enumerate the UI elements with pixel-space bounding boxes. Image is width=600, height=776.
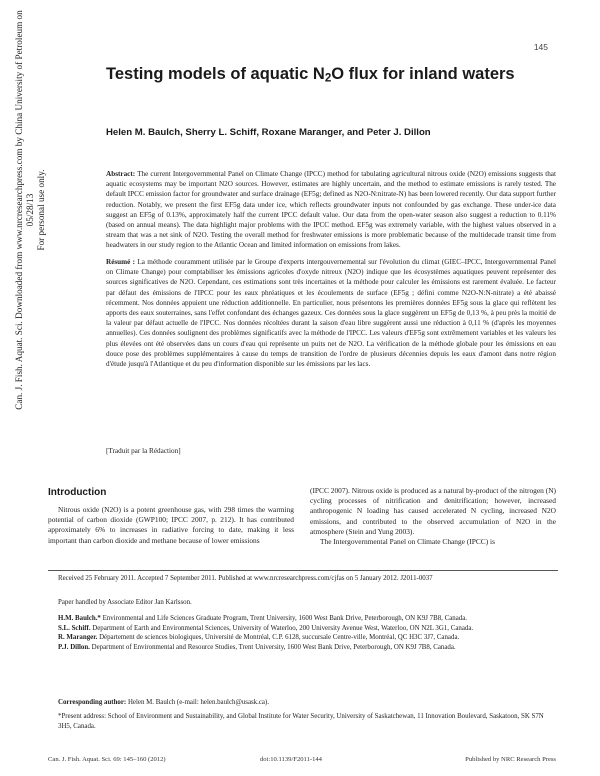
footnote-divider xyxy=(48,570,558,571)
abstract xyxy=(106,169,556,251)
affiliation-4 xyxy=(58,643,556,653)
publisher: Published by NRC Research Press xyxy=(465,756,556,763)
intro-right-para1: (IPCC 2007). Nitrous oxide is produced as a natural by-product of the nitrogen (N) cycling processes of nitrification and denitrification; however, increased anthropogenic N loading has caused accelerated N cycling, increased N2O emissions, and contributed to the observed accumulation of N2O in the atmosphere (Stein and Yung 2003). xyxy=(310,486,556,536)
download-notice-line1: Can. J. Fish. Aquat. Sci. Downloaded from www.nrcresearchpress.com by China University of Petroleum on 05/28/13 xyxy=(14,10,35,410)
title-subscript: 2 xyxy=(324,72,332,85)
resume xyxy=(106,257,556,369)
aff4-text: Department of Environmental and Resource Studies, Trent University, 1600 West Bank Drive, Peterborough, ON K9J 7B8, Canada. xyxy=(89,643,456,651)
intro-right-column xyxy=(310,486,556,547)
author-list: Helen M. Baulch, Sherry L. Schiff, Roxane Maranger, and Peter J. Dillon xyxy=(106,127,431,138)
handling-editor: Paper handled by Associate Editor Jan Karlsson. xyxy=(58,599,192,606)
aff2-text: Department of Earth and Environmental Sciences, University of Waterloo, 200 University Avenue West, Waterloo, ON N2L 3G1, Canada. xyxy=(90,624,474,632)
title-part1: Testing models of aquatic N xyxy=(106,65,325,83)
intro-left-column: Nitrous oxide (N2O) is a potent greenhouse gas, with 298 times the warming potential of carbon dioxide (GWP100; IPCC 2007, p. 212). It has contributed approximately 6% to increases in radiative forcing to date, making it less important than carbon dioxide and methane because of lower emissions xyxy=(48,505,294,545)
aff1-name: H.M. Baulch.* xyxy=(58,615,101,622)
received-dates: Received 25 February 2011. Accepted 7 September 2011. Published at www.nrcresearchpress.com/cjfas on 5 January 2012. J2011-0037 xyxy=(58,575,433,582)
translation-note: [Traduit par la Rédaction] xyxy=(106,447,181,455)
affiliation-1 xyxy=(58,614,556,624)
intro-right-para2: The Intergovernmental Panel on Climate Change (IPCC) is xyxy=(320,537,495,547)
download-notice-line2: For personal use only. xyxy=(36,169,46,251)
abstract-text: The current Intergovernmental Panel on Climate Change (IPCC) method for tabulating agricultural nitrous oxide (N2O) emissions suggests that aquatic ecosystems may be important N2O sources. However, estimates are highly uncertain, and the method to estimate emissions is rarely tested. The default IPCC emission factor for groundwater and surface drainage (EF5g; defined as N2O-N:nitrate-N) has been lowered recently. Our data support further reduction. Notably, we present the first EF5g data under ice, which reflects groundwater inputs not confounded by gas exchange. These under-ice data suggest an EF5g of 0.13%, approximately half the current IPCC default value. Our data from the open-water season also suggest a reduction to 0.11% (based on annual means). The data highlight major problems with the IPCC method. EF5g was extremely variable, with the highest values observed in a stream that was a net sink of N2O. Testing the overall method for freshwater emissions is more problematic because of the multidecade transit time from headwaters in our study region to the Atlantic Ocean and limited information on emissions from lakes. xyxy=(106,170,556,250)
resume-label: Résumé : xyxy=(106,258,136,266)
abstract-label: Abstract: xyxy=(106,170,136,178)
aff4-name: P.J. Dillon. xyxy=(58,643,90,651)
article-title xyxy=(106,64,526,84)
journal-citation: Can. J. Fish. Aquat. Sci. 69: 145–160 (2012) xyxy=(48,756,166,763)
affiliations xyxy=(58,614,556,652)
doi: doi:10.1139/F2011-144 xyxy=(260,756,322,763)
title-part2: O flux for inland waters xyxy=(331,65,515,83)
aff1-text: Environmental and Life Sciences Graduate Program, Trent University, 1600 West Bank Drive, Peterborough, ON K9J 7B8, Canada. xyxy=(100,615,467,622)
corr-label: Corresponding author: xyxy=(58,699,127,706)
present-address: *Present address: School of Environment and Sustainability, and Global Institute for Water Security, University of Saskatchewan, 11 Innovation Boulevard, Saskatoon, SK S7N 3H5, Canada. xyxy=(58,713,544,730)
resume-text: La méthode couramment utilisée par le Groupe d'experts intergouvernemental sur l'évolution du climat (GIEC–IPCC, Intergovernmental Panel on Climate Change) pour comptabiliser les émissions agricoles d'oxyde nitreux (N2O) indique que les écosystèmes aquatiques peuvent représenter des sources significatives de N2O. Cependant, ces estimations sont très incertaines et la méthode pour calculer les émissions est rarement évaluée. Le facteur par défaut des émissions de l'IPCC pour les eaux phréatiques et les écoulements de surface (EF5g ; défini comme N2O-N:N-nitrate) a été abaissé récemment. Nos données appuient une réduction additionnelle. En particulier, nous présentons les premières données EF5g sous la glace qui reflètent les apports des eaux souterraines, sans l'effet confondant des échanges gazeux. Ces données sous la glace suggèrent un EF5g de 0,13 %, à peu près la moitié de la valeur par défaut actuelle de l'IPCC. Nos données récoltées durant la saison d'eau libre suggèrent aussi une réduction à 0,11 % (d'après les moyennes annuelles). Ces données soulignent des problèmes significatifs avec la méthode de l'IPCC. Les valeurs d'EF5g sont extrêmement variables et les valeurs les plus élevées ont été observées dans un cours d'eau qui représente un puits net de N2O. La vérification de la méthode globale pour les émissions en eau douce pose des problèmes supplémentaires à cause du temps de transition de l'ordre de plusieurs décennies depuis les eaux d'amont dans notre région d'étude jusqu'à l'Atlantique et du peu d'information disponible sur les émissions par les lacs. xyxy=(106,258,557,369)
corresponding-author xyxy=(58,698,556,708)
corr-text: Helen M. Baulch (e-mail: helen.baulch@usask.ca). xyxy=(126,699,269,706)
page-number: 145 xyxy=(533,42,548,52)
download-notice xyxy=(14,0,47,420)
aff3-name: R. Maranger. xyxy=(58,634,98,642)
affiliation-3 xyxy=(58,633,556,643)
affiliation-2 xyxy=(58,624,556,634)
section-heading: Introduction xyxy=(48,487,107,498)
aff2-name: S.L. Schiff. xyxy=(58,624,91,632)
aff3-text: Département de sciences biologiques, Université de Montréal, C.P. 6128, succursale Centre-ville, Montréal, QC H3C 3J7, Canada. xyxy=(97,634,460,642)
